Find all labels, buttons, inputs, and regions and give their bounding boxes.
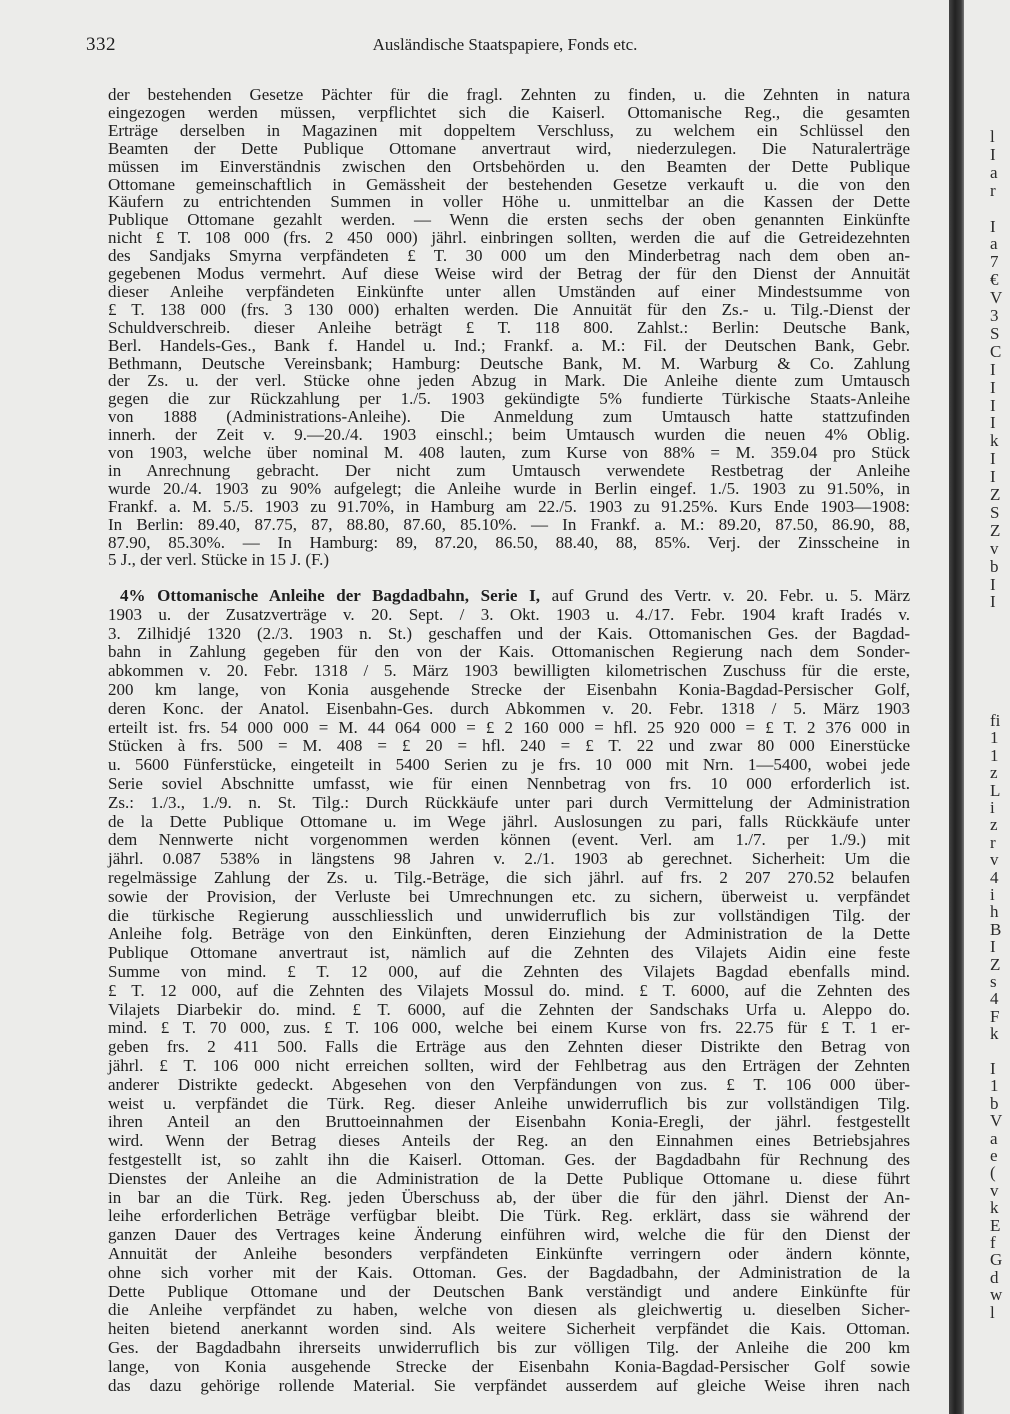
fragment-glyph: I (990, 144, 996, 164)
text-line: abkommen v. 20. Febr. 1318 / 5. März 1903 bewilligten kilometrischen Zuschuss für die erste, (108, 661, 910, 681)
text-line: leihe erforderlichen Beträge verfügbar bleibt. Die Türk. Reg. erklärt, dass sie während der (108, 1206, 910, 1226)
fragment-glyph: b (990, 1093, 999, 1113)
text-line: Frankf. a. M. 5./5. 1903 zu 91.70%, in Hamburg am 22./5. 1903 zu 91.25%. Kurs Ende 1903—1908: (108, 496, 910, 516)
fragment-glyph: I (990, 359, 996, 379)
fragment-glyph: z (990, 763, 998, 783)
fragment-glyph: 4 (990, 989, 999, 1009)
text-line: Stücken à frs. 500 = M. 408 = £ 20 = hfl. 240 = £ T. 22 und zwar 80 000 Einerstücke (108, 736, 910, 756)
text-line: 200 km lange, von Konia ausgehende Strecke der Eisenbahn Konia-Bagdad-Persischer Golf, (108, 680, 910, 699)
fragment-glyph: V (990, 288, 1003, 308)
text-line: dem Nennwerte nicht vorgenommen werden können (event. Verl. am 1./7. per 1./9.) mit (108, 830, 910, 850)
fragment-glyph: F (990, 1006, 1000, 1026)
fragment-glyph: Z (990, 954, 1001, 974)
fragment-glyph: 4 (990, 867, 999, 887)
text-line: In Berlin: 89.40, 87.75, 87, 88.80, 87.60, 85.10%. — In Frankf. a. M.: 89.20, 87.50, 86.90, 88, (108, 514, 910, 534)
text-line: dieser Anleihe verpfändeten Einkünfte unter allen Umständen auf einer Mindestsumme von (108, 281, 910, 301)
fragment-glyph: I (990, 395, 996, 415)
text-line: anderer Distrikte gedeckt. Abgesehen von den Verpfändungen von zus. £ T. 106 000 über- (108, 1074, 910, 1094)
fragment-glyph: 3 (990, 306, 999, 325)
text-line: regelmässige Zahlung der Zs. u. Tilg.-Beträge, die sich jährl. auf frs. 2 207 270.52 belaufen (108, 868, 910, 887)
page-gutter-shadow (949, 0, 964, 1414)
text-line: lange, von Konia ausgehende Strecke der Eisenbahn Konia-Bagdad-Persischer Golf sowie (108, 1356, 910, 1376)
text-line: Publique Ottomane gezahlt werden. — Wenn die ersten sechs der oben genannten Einkünfte (108, 210, 910, 230)
text-line: die türkische Regierung ausschliesslich und unwiderruflich bis zur vollständigen Tilg. der (108, 905, 910, 925)
text-line: de la Dette Publique Ottomane u. im Wege jährl. Auslosungen zu pari, falls Rückkäufe unter (108, 811, 910, 831)
text-line: die Anleihe verpfändet zu haben, welche von diesen als gleichwertig u. dieselben Sicher- (108, 1300, 910, 1320)
fragment-glyph: e (990, 1146, 998, 1165)
text-line: weist u. verpfändet die Türk. Reg. dieser Anleihe unwiderruflich bis zur vollständigen Tilg. (108, 1093, 910, 1113)
text-line: gegebenen Modus vermehrt. Auf diese Weise wird der Betrag der für den Dienst der Annuität (108, 264, 910, 283)
fragment-glyph: 7 (990, 252, 999, 272)
fragment-glyph: I (990, 216, 996, 236)
text-line: das dazu gehörige rollende Material. Sie verpfändet ausserdem auf gleiche Weise ihren nach (108, 1375, 910, 1395)
fragment-glyph: Z (990, 485, 1001, 504)
fragment-glyph: Z (990, 520, 1001, 540)
text-line: ihren Anteil an den Bruttoeinnahmen der Eisenbahn Konia-Eregli, der jährl. festgestellt (108, 1112, 910, 1132)
text-line: Schuldverschreib. dieser Anleihe beträgt £ T. 118 800. Zahlst.: Berlin: Deutsche Bank, (108, 317, 910, 337)
fragment-glyph: k (990, 1024, 999, 1044)
text-line: heiten bietend anerkannt worden sind. Als weitere Sicherheit verpfändet die Kais. Ottoman. (108, 1319, 910, 1339)
fragment-glyph: s (990, 972, 997, 991)
paragraph-heading-line (108, 587, 910, 605)
text-line: von 1903, welche über nominal M. 408 lauten, zum Kurse von 88% = M. 359.04 pro Stück (108, 443, 910, 462)
text-line: bahn in Zahlung gegeben für den von der Kais. Ottomanischen Regierung nach dem Sonder- (108, 642, 910, 662)
text-line: erteilt ist. frs. 54 000 000 = M. 44 064 000 = £ 2 160 000 = hfl. 25 920 000 = £ T. 2 376 000 in (108, 717, 910, 737)
text-line: innerh. der Zeit v. 9.—20./4. 1903 einschl.; beim Umtausch wurden die neuen 4% Oblig. (108, 425, 910, 445)
text-line: müssen im Einverständnis zwischen den Ortsbehörden u. den Beamten der Dette Publique (108, 156, 910, 176)
text-line: in Anrechnung gebracht. Der nicht zum Umtausch verwendete Restbetrag der Anleihe (108, 460, 910, 480)
fragment-glyph: r (990, 180, 996, 200)
fragment-glyph: v (990, 1180, 999, 1200)
fragment-glyph: C (990, 341, 1002, 361)
fragment-glyph: I (990, 413, 996, 433)
text-line: Berl. Handels-Ges., Bank f. Handel u. Ind.; Frankf. a. M.: Fil. der Deutschen Bank, Gebr. (108, 335, 910, 355)
loan-title: 4% Ottomanische Anleihe der Bagdadbahn, Serie I, (120, 586, 540, 605)
fragment-glyph: € (990, 270, 999, 290)
fragment-glyph: I (990, 449, 996, 469)
fragment-glyph: a (990, 162, 998, 182)
fragment-glyph: w (990, 1285, 1003, 1305)
page-number: 332 (86, 34, 116, 55)
fragment-glyph: l (990, 127, 995, 146)
fragment-glyph: G (990, 1250, 1003, 1270)
text-line: jährl. 0.087 538% in längstens 98 Jahren v. 2./1. 1903 ab gerechnet. Sicherheit: Um die (108, 849, 910, 869)
text-line: Annuität der Anleihe besonders verpfändeten Einkünfte verringern oder ändern könnte, (108, 1244, 910, 1263)
text-line: wurde 20./4. 1903 zu 90% aufgelegt; die Anleihe wurde in Berlin eingef. 1./5. 1903 zu 91.50%, in (108, 478, 910, 498)
fragment-glyph: I (990, 592, 996, 612)
text-line: gegen die zur Rückzahlung per 1./5. 1903 gekündigte 5% fundierte Türkische Staats-Anleihe (108, 389, 910, 409)
text-line: der Zs. u. der verl. Stücke ohne jeden Abzug in Mark. Die Anleihe diente zum Umtausch (108, 371, 910, 391)
fragment-glyph: V (990, 1111, 1003, 1131)
text-line: 3. Zilhidjé 1320 (2./3. 1903 n. St.) geschaffen und der Kais. Ottomanischen Ges. der Bagdad- (108, 623, 910, 643)
text-line: Beamten der Dette Publique Ottomane anvertraut wird, niederzulegen. Die Naturalerträge (108, 138, 910, 158)
text-line: in bar an die Türk. Reg. jeden Überschuss ab, der über die für den jährl. Dienst der An- (108, 1187, 910, 1207)
fragment-glyph: E (990, 1215, 1001, 1235)
text-line: Ottomane gemeinschaftlich in Gemässheit der bestehenden Gesetze verkauft u. die von den (108, 174, 910, 194)
fragment-glyph: r (990, 832, 996, 852)
text-line: u. 5600 Fünferstücke, eingeteilt in 5400 Serien zu je frs. 10 000 mit Nrn. 1—5400, wobei jede (108, 755, 910, 775)
fragment-glyph: 1 (990, 745, 999, 765)
text-line: Serie soviel Abschnitte umfasst, wie für einen Nennbetrag von frs. 10 000 erforderlich ist. (108, 774, 910, 793)
text-line: Käufern zu entrichtenden Summen in voller Höhe u. unmittelbar an die Kassen der Dette (108, 192, 910, 212)
fragment-glyph: h (990, 902, 999, 922)
fragment-glyph: ( (990, 1163, 996, 1183)
fragment-glyph: k (990, 431, 999, 451)
fragment-glyph: a (990, 1128, 998, 1148)
text-line: wird. Wenn der Betrag dieses Anteils der Reg. an den Einnahmen eines Betriebsjahres (108, 1131, 910, 1151)
text-line: Zs.: 1./3., 1./9. n. St. Tilg.: Durch Rückkäufe unter pari durch Vermittelung der Administration (108, 792, 910, 812)
fragment-glyph: a (990, 234, 998, 254)
fragment-glyph: I (990, 574, 996, 594)
fragment-glyph: v (990, 850, 999, 870)
text-line: £ T. 138 000 (frs. 3 130 000) erhalten werden. Die Annuität für den Zs.- u. Tilg.-Dienst der (108, 299, 910, 319)
text-line: von 1888 (Administrations-Anleihe). Die Anmeldung zum Umtausch hatte stattzufinden (108, 407, 910, 427)
text-line: des Sandjaks Smyrna verpfändeten £ T. 30 000 um den Minderbetrag nach dem oben an- (108, 246, 910, 266)
fragment-glyph: I (990, 1059, 996, 1078)
text-line: Bethmann, Deutsche Vereinsbank; Hamburg: Deutsche Bank, M. M. Warburg & Co. Zahlung (108, 353, 910, 373)
text-line: Ges. der Bagdadbahn ihrerseits unwiderruflich bis zur völligen Tilg. der Anleihe die 200 km (108, 1338, 910, 1357)
fragment-glyph: fi (990, 711, 1001, 730)
text-line: eingezogen werden müssen, verpflichtet sich die Kaiserl. Ottomanische Reg., die gesamten (108, 102, 910, 122)
fragment-glyph: b (990, 556, 999, 576)
loan-title-rest: auf Grund des Vertr. v. 20. Febr. u. 5. März (551, 586, 911, 605)
text-line: der bestehenden Gesetze Pächter für die fragl. Zehnten zu finden, u. die Zehnten in natura (108, 85, 910, 104)
fragment-glyph: I (990, 937, 996, 957)
fragment-glyph: l (990, 1302, 995, 1322)
fragment-glyph: S (990, 323, 1000, 343)
fragment-glyph: 1 (990, 1076, 999, 1096)
text-line: festgestellt ist, so zahlt ihn die Kaiserl. Ottoman. Ges. der Bagdadbahn für Rechnung des (108, 1150, 910, 1169)
fragment-glyph: d (990, 1267, 999, 1287)
text-line: geben frs. 2 411 500. Falls die Erträge aus den Zehnten dieser Distrikte den Betrag von (108, 1037, 910, 1057)
text-line: 1903 u. der Zusatzverträge v. 20. Sept. / 3. Okt. 1903 u. 4./17. Febr. 1904 kraft Iradés v. (108, 604, 910, 624)
text-line: Dienstes der Anleihe an die Administration de la Dette Publique Ottomane u. diese führt (108, 1168, 910, 1188)
text-line: Publique Ottomane anvertraut ist, nämlich auf die Zehnten des Vilajets Aidin eine feste (108, 943, 910, 963)
text-line: 87.90, 85.30%. — In Hamburg: 89, 87.20, 86.50, 88.40, 88, 85%. Verj. der Zinsscheine in (108, 532, 910, 552)
fragment-glyph: v (990, 538, 999, 558)
fragment-glyph: i (990, 798, 995, 817)
fragment-glyph: i (990, 885, 995, 904)
fragment-glyph: B (990, 919, 1002, 939)
text-line: ohne sich vorher mit der Kais. Ottoman. Ges. der Bagdadbahn, der Administration de la (108, 1262, 910, 1282)
text-line: jährl. £ T. 106 000 nicht erreichen sollten, wird der Fehlbetrag aus den Erträgen der Zehnten (108, 1056, 910, 1075)
text-line: Erträge derselben in Magazinen mit doppeltem Verschluss, zu welchem ein Schlüssel den (108, 120, 910, 140)
fragment-glyph: z (990, 815, 998, 835)
fragment-glyph: 1 (990, 728, 999, 748)
text-line: Vilajets Diarbekir do. mind. £ T. 6000, auf die Zehnten der Sandschaks Urfa u. Aleppo do. (108, 999, 910, 1019)
text-line: nicht £ T. 108 000 (frs. 2 450 000) jährl. einbringen sollten, werden die auf die Getreidezehnten (108, 228, 910, 248)
fragment-glyph: f (990, 1233, 996, 1252)
text-line: Dette Publique Ottomane und der Deutschen Bank verständigt und andere Einkünfte für (108, 1281, 910, 1301)
fragment-glyph: L (990, 780, 1001, 800)
text-line: deren Konc. der Anatol. Eisenbahn-Ges. durch Abkommen v. 20. Febr. 1318 / 5. März 1903 (108, 698, 910, 718)
text-line: mind. £ T. 70 000, zus. £ T. 106 000, welche bei einem Kurse von frs. 22.75 für £ T. 1 er- (108, 1018, 910, 1038)
text-line: Anleihe folg. Beträge von den Einkünften, deren Einziehung der Administration de la Dette (108, 924, 910, 944)
text-line: sowie der Provision, der Verluste bei Umrechnungen etc. zu sichern, überweist u. verpfändet (108, 886, 910, 906)
fragment-glyph: I (990, 467, 996, 487)
text-line: Summe von mind. £ T. 12 000, auf die Zehnten des Vilajets Bagdad ebenfalls mind. (108, 962, 910, 981)
text-line: 5 J., der verl. Stücke in 15 J. (F.) (108, 550, 330, 570)
fragment-glyph: k (990, 1198, 999, 1218)
running-title: Ausländische Staatspapiere, Fonds etc. (372, 35, 638, 54)
text-line: ganzen Dauer des Vertrages keine Änderung einführen wird, welche die für den Dienst der (108, 1225, 910, 1245)
text-line: £ T. 12 000, auf die Zehnten des Vilajets Mossul do. mind. £ T. 6000, auf die Zehnten des (108, 980, 910, 1000)
fragment-glyph: I (990, 377, 996, 397)
fragment-glyph: S (990, 502, 1000, 522)
